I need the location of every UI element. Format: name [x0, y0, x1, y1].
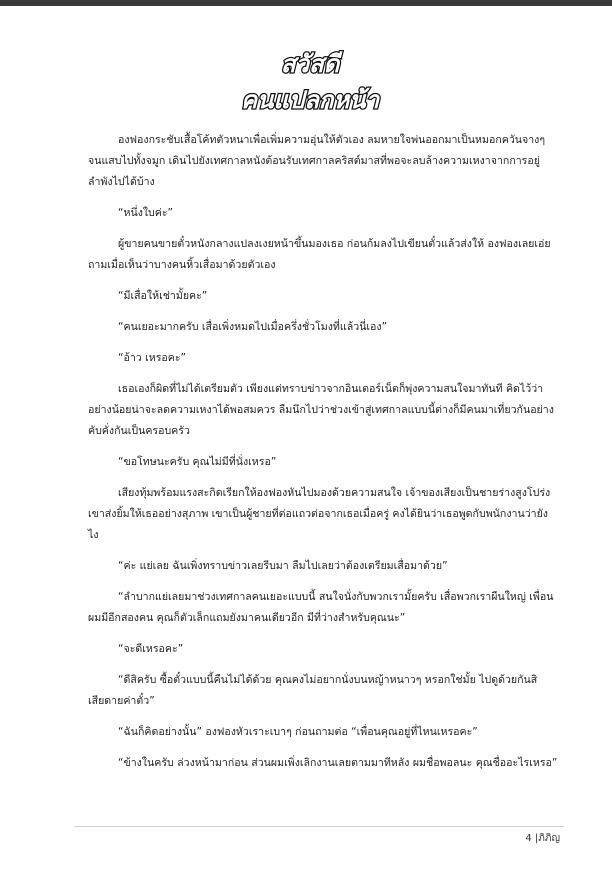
dialogue-line: “ฉันก็คิดอย่างนั้น” องฟองหัวเราะเบาๆ ก่อนถามต่อ “เพื่อนคุณอยู่ที่ไหนเหรอคะ” — [118, 726, 478, 738]
paragraph: เธอเองก็ผิดที่ไม่ได้เตรียมตัว เพียงแต่ทราบข่าวจากอินเตอร์เน็ตก็พุ่งความสนใจมาทันที คิดไว้ว่าอย่างน้อยน่าจะลดความเหงาได้พอสมควร ลืมนึกไปว่าช่วงเข้าสู่เทศกาลแบบนี้ต่างก็มีคนมาเที่ยวกันอย่างคับคั่งกันเป็นครอบครัว — [88, 383, 554, 437]
page-number: 4 |ภิภิญ — [525, 833, 560, 844]
dialogue-line: “คนเยอะมากครับ เสื่อเพิ่งหมดไปเมื่อครึ่งชั่วโมงที่แล้วนี่เอง” — [118, 321, 388, 333]
dialogue-line: “ลำบากแย่เลยมาช่วงเทศกาลคนเยอะแบบนี้ สนใจนั่งกับพวกเรามั้ยครับ เสื่อพวกเราผืนใหญ่ เพื่อนผมมีอีกสองคน คุณก็ตัวเล็กแถมยังมาคนเดียวอีก มีที่ว่างสำหรับคุณนะ” — [88, 591, 554, 624]
dialogue-line: “หนึ่งใบค่ะ” — [118, 207, 174, 219]
dialogue-line: “ข้างในครับ ล่วงหน้ามาก่อน ส่วนผมเพิ่งเลิกงานเลยตามมาทีหลัง ผมชื่อพอลนะ คุณชื่ออะไรเหรอ” — [118, 757, 558, 769]
dialogue-line: “จะดีเหรอคะ” — [118, 643, 184, 655]
dialogue-line: “ค่ะ แย่เลย ฉันเพิ่งทราบข่าวเลยรีบมา ลืมไปเลยว่าต้องเตรียมเสื่อมาด้วย” — [118, 560, 448, 572]
logo-line2: คนแปลกหน้า — [240, 85, 380, 114]
paragraph: ผู้ขายคนขายตั๋วหนังกลางแปลงเงยหน้าขึ้นมองเธอ ก่อนก้มลงไปเขียนตั๋วแล้วส่งให้ องฟองเลยเอ่ยถามเมื่อเห็นว่าบางคนหิ้วเสื่อมาด้วยตัวเอง — [88, 238, 551, 271]
footer-divider — [74, 826, 564, 827]
dialogue-line: “ดีสิครับ ซื้อตั๋วแบบนี้คืนไม่ได้ด้วย คุณคงไม่อยากนั่งบนหญ้าหนาวๆ หรอกใช่มั้ย ไปดูด้วยกันสิเสียดายค่าตั๋ว” — [88, 674, 538, 707]
dialogue-line: “มีเสื่อให้เช่ามั้ยคะ” — [118, 290, 208, 302]
story-body — [88, 130, 558, 784]
top-border-bar — [0, 0, 612, 6]
logo-line1: สวัสดี — [280, 49, 340, 78]
paragraph: เสียงทุ้มพร้อมแรงสะกิดเรียกให้องฟองหันไปมองด้วยความสนใจ เจ้าของเสียงเป็นชายร่างสูงโปร่งเขาส่งยิ้มให้เธออย่างสุภาพ เขาเป็นผู้ชายที่ต่อแถวต่อจากเธอเมื่อครู่ คงได้ยินว่าเธอพูดกับพนักงานว่ายังไง — [88, 487, 551, 541]
paragraph: องฟองกระชับเสื้อโค้ทตัวหนาเพื่อเพิ่มความอุ่นให้ตัวเอง ลมหายใจพ่นออกมาเป็นหมอกควันจางๆ จนแสบไปทั้งจมูก เดินไปยังเทศกาลหนังต้อนรับเทศกาลคริสต์มาสที่พอจะลบล้างความเหงาจากการอยู่ลำพังไปได้บ้าง — [88, 134, 546, 188]
title-logo-graphic — [240, 40, 380, 120]
dialogue-line: “อ้าว เหรอคะ” — [118, 352, 187, 364]
title-logo — [240, 40, 380, 120]
dialogue-line: “ขอโทษนะครับ คุณไม่มีที่นั่งเหรอ” — [118, 456, 277, 468]
